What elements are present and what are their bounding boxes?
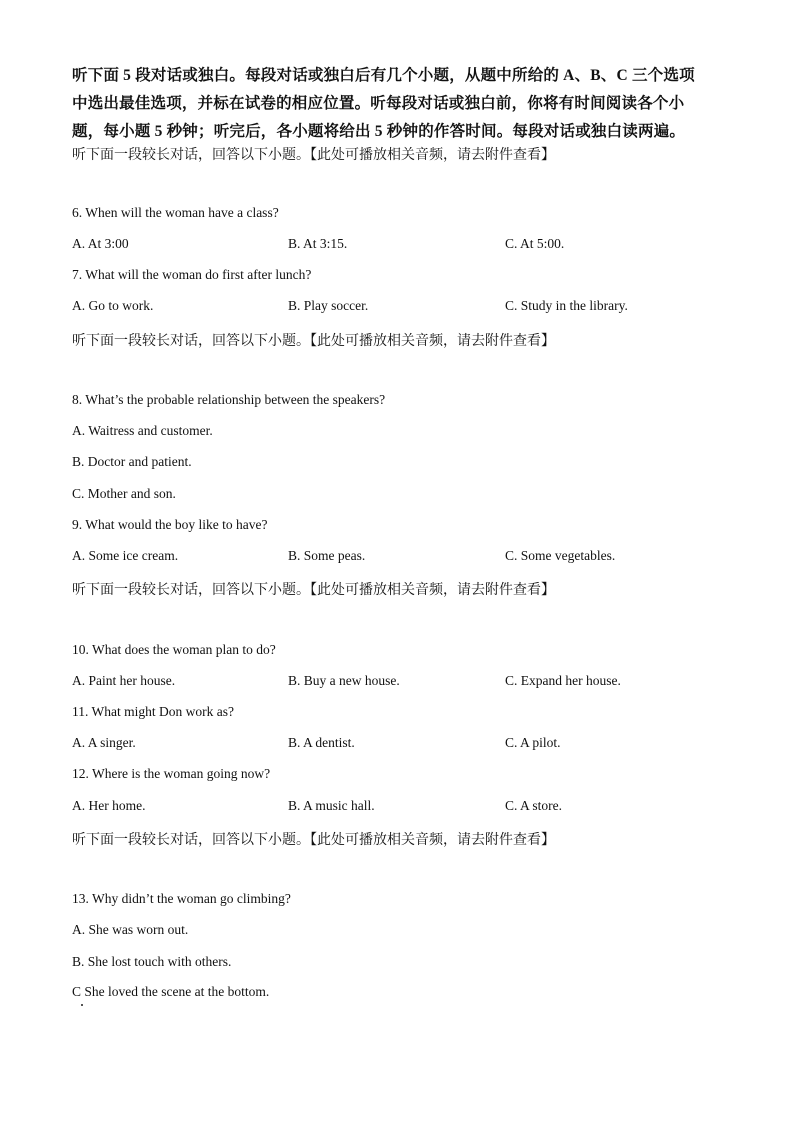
option-a[interactable]: A. Her home. bbox=[72, 798, 146, 813]
option-c[interactable]: C. Study in the library. bbox=[505, 298, 628, 313]
question-6: 6. When will the woman have a class? bbox=[72, 205, 279, 220]
instruction-line: 题，每小题 5 秒钟；听完后，各小题将给出 5 秒钟的作答时间。每段对话或独白读两遍。 bbox=[72, 123, 686, 140]
option-c[interactable]: C. Expand her house. bbox=[505, 673, 621, 688]
section-note: 听下面一段较长对话，回答以下小题。【此处可播放相关音频，请去附件查看】 bbox=[72, 148, 555, 163]
stray-dot bbox=[81, 1004, 83, 1006]
section-note: 听下面一段较长对话，回答以下小题。【此处可播放相关音频，请去附件查看】 bbox=[72, 833, 555, 848]
option-c[interactable]: C. A pilot. bbox=[505, 735, 561, 750]
question-11: 11. What might Don work as? bbox=[72, 704, 234, 719]
option-c[interactable]: C. A store. bbox=[505, 798, 563, 813]
option-c[interactable]: C. Some vegetables. bbox=[505, 548, 616, 563]
question-13: 13. Why didn’t the woman go climbing? bbox=[72, 891, 291, 906]
option-a[interactable]: A. Go to work. bbox=[72, 298, 154, 313]
option-b[interactable]: B. Buy a new house. bbox=[288, 673, 400, 688]
option-c[interactable]: C She loved the scene at the bottom. bbox=[72, 984, 270, 999]
option-a[interactable]: A. A singer. bbox=[72, 735, 136, 750]
question-12: 12. Where is the woman going now? bbox=[72, 766, 271, 781]
option-a[interactable]: A. At 3:00 bbox=[72, 236, 129, 251]
option-a[interactable]: A. Paint her house. bbox=[72, 673, 176, 688]
question-10: 10. What does the woman plan to do? bbox=[72, 642, 276, 657]
option-b[interactable]: B. A music hall. bbox=[288, 798, 375, 813]
question-8: 8. What’s the probable relationship between the speakers? bbox=[72, 392, 386, 407]
instruction-line: 听下面 5 段对话或独白。每段对话或独白后有几个小题，从题中所给的 A、B、C 三个选项 bbox=[72, 67, 695, 84]
instruction-line: 中选出最佳选项，并标在试卷的相应位置。听每段对话或独白前，你将有时间阅读各个小 bbox=[72, 95, 685, 112]
option-b[interactable]: B. Some peas. bbox=[288, 548, 366, 563]
question-9: 9. What would the boy like to have? bbox=[72, 517, 268, 532]
section-note: 听下面一段较长对话，回答以下小题。【此处可播放相关音频，请去附件查看】 bbox=[72, 583, 555, 598]
section-note: 听下面一段较长对话，回答以下小题。【此处可播放相关音频，请去附件查看】 bbox=[72, 334, 555, 349]
question-7: 7. What will the woman do first after lunch? bbox=[72, 267, 312, 282]
option-b[interactable]: B. A dentist. bbox=[288, 735, 355, 750]
option-b[interactable]: B. At 3:15. bbox=[288, 236, 348, 251]
option-b[interactable]: B. She lost touch with others. bbox=[72, 954, 232, 969]
option-b[interactable]: B. Doctor and patient. bbox=[72, 454, 192, 469]
option-a[interactable]: A. Some ice cream. bbox=[72, 548, 179, 563]
option-a[interactable]: A. She was worn out. bbox=[72, 922, 189, 937]
instructions bbox=[72, 62, 732, 146]
option-c[interactable]: C. At 5:00. bbox=[505, 236, 565, 251]
option-c[interactable]: C. Mother and son. bbox=[72, 486, 176, 501]
option-a[interactable]: A. Waitress and customer. bbox=[72, 423, 213, 438]
option-b[interactable]: B. Play soccer. bbox=[288, 298, 369, 313]
